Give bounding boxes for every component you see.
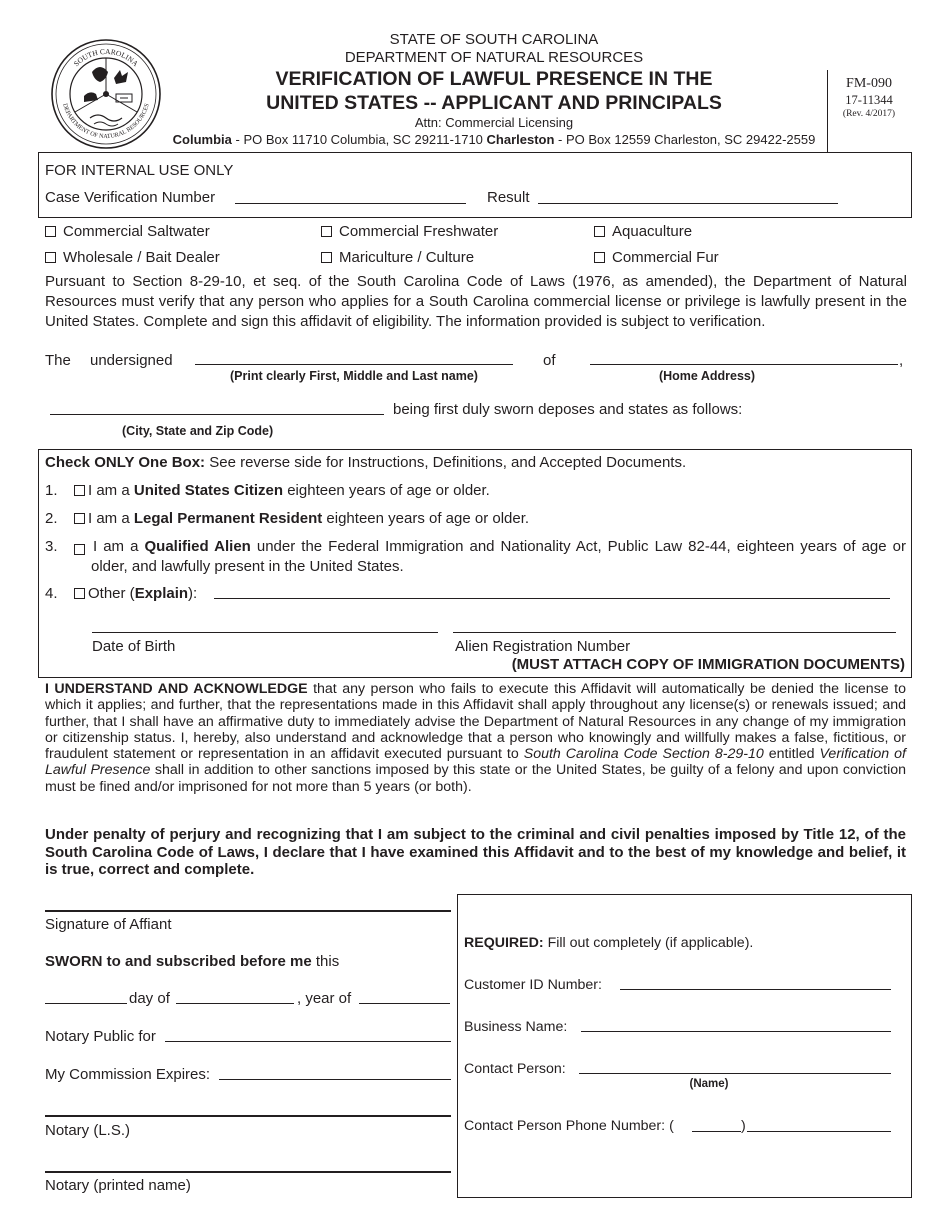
checkbox-wholesale-bait-dealer[interactable]: Wholesale / Bait Dealer — [45, 249, 220, 266]
affiant-signature-field[interactable] — [45, 910, 451, 912]
sworn-day-field[interactable] — [45, 1003, 127, 1004]
required-heading: REQUIRED: Fill out completely (if applicable). — [464, 935, 754, 951]
notary-printed-name-label: Notary (printed name) — [45, 1177, 191, 1194]
address-line: Columbia - PO Box 11710 Columbia, SC 29211-1710 Charleston - PO Box 12559 Charleston, SC 29422-2559 — [172, 132, 816, 147]
option-3-number: 3. — [45, 538, 58, 555]
city-state-zip-field[interactable] — [50, 414, 384, 415]
option-2-number: 2. — [45, 510, 58, 527]
perjury-declaration: Under penalty of perjury and recognizing that I am subject to the criminal and civil penalties imposed by Title 12, of the South Carolina Code of Laws, I declare that I have examined this Affidavit and to the best of my knowledge and belief, it is true, correct and complete. — [45, 826, 906, 878]
city-state-zip-caption: (City, State and Zip Code) — [122, 424, 274, 438]
case-verification-field[interactable] — [235, 203, 466, 204]
notary-printed-name-field[interactable] — [45, 1171, 451, 1173]
notary-seal-field[interactable] — [45, 1115, 451, 1117]
option-qualified-alien-checkbox[interactable] — [74, 541, 85, 559]
phone-close-paren: ) — [741, 1118, 746, 1134]
state-heading: STATE OF SOUTH CAROLINA — [389, 31, 599, 48]
internal-use-heading: FOR INTERNAL USE ONLY — [45, 162, 234, 179]
business-name-field[interactable] — [581, 1031, 891, 1032]
title-line-2: UNITED STATES -- APPLICANT AND PRINCIPALS — [266, 92, 722, 114]
sworn-statement: being first duly sworn deposes and states as follows: — [393, 401, 743, 418]
checkbox-commercial-freshwater[interactable]: Commercial Freshwater — [321, 223, 498, 240]
commission-expires-field[interactable] — [219, 1079, 451, 1080]
seal-icon — [50, 38, 162, 150]
phone-area-code-field[interactable] — [692, 1131, 741, 1132]
date-of-birth-field[interactable] — [92, 632, 438, 633]
option-qualified-alien: I am a Qualified Alien under the Federal Immigration and Nationality Act, Public Law 82-44, eighteen years of age or older, and lawfully present in the United States. — [91, 538, 906, 575]
svg-text:DEPARTMENT OF NATURAL RESOURCE — [61, 102, 151, 140]
the-word: The — [45, 352, 71, 369]
form-id-block — [828, 75, 910, 120]
intro-paragraph: Pursuant to Section 8-29-10, et seq. of the South Carolina Code of Laws (1976, as amended), the Department of Natural Resources must verify that any person who applies for a South Carolina commercial license or privilege is lawfully present in the United States. Complete and sign this affidavit of eligibility. The information provided is subject to verification. — [45, 273, 907, 330]
attn-line: Attn: Commercial Licensing — [414, 115, 574, 130]
date-of-birth-label: Date of Birth — [92, 638, 176, 655]
home-address-caption: (Home Address) — [658, 369, 756, 383]
sworn-subscribed-line: SWORN to and subscribed before me this — [45, 953, 340, 970]
commission-expires-label: My Commission Expires: — [45, 1066, 211, 1083]
department-heading: DEPARTMENT OF NATURAL RESOURCES — [344, 49, 644, 66]
name-field[interactable] — [195, 364, 513, 365]
checkbox-commercial-saltwater[interactable]: Commercial Saltwater — [45, 223, 210, 240]
option-other[interactable]: Other (Explain): — [74, 585, 197, 602]
option-1-number: 1. — [45, 482, 58, 499]
contact-name-caption: (Name) — [689, 1078, 729, 1090]
form-revision: (Rev. 4/2017) — [842, 109, 896, 119]
customer-id-field[interactable] — [620, 989, 891, 990]
seal-text-top: SOUTH CAROLINA — [71, 46, 141, 69]
phone-number-field[interactable] — [747, 1131, 891, 1132]
business-name-label: Business Name: — [464, 1019, 568, 1035]
comma: , — [899, 352, 904, 369]
notary-public-for-label: Notary Public for — [45, 1028, 156, 1045]
notary-public-for-field[interactable] — [165, 1041, 451, 1042]
option-us-citizen[interactable]: I am a United States Citizen eighteen years of age or older. — [74, 482, 490, 499]
result-field[interactable] — [538, 203, 838, 204]
case-verification-label: Case Verification Number — [45, 189, 216, 206]
year-of-label: , year of — [297, 990, 352, 1007]
attach-documents-note: (MUST ATTACH COPY OF IMMIGRATION DOCUMENTS) — [511, 656, 905, 673]
home-address-field[interactable] — [590, 364, 898, 365]
undersigned-word: undersigned — [90, 352, 173, 369]
option-legal-permanent-resident[interactable]: I am a Legal Permanent Resident eighteen years of age or older. — [74, 510, 529, 527]
check-one-heading: Check ONLY One Box: See reverse side for Instructions, Definitions, and Accepted Documents. — [45, 454, 687, 471]
sworn-month-field[interactable] — [176, 1003, 294, 1004]
checkbox-mariculture-culture[interactable]: Mariculture / Culture — [321, 249, 474, 266]
contact-person-label: Contact Person: — [464, 1061, 566, 1077]
dnr-seal — [50, 38, 162, 150]
customer-id-label: Customer ID Number: — [464, 977, 602, 993]
notary-ls-label: Notary (L.S.) — [45, 1122, 131, 1139]
form-number: FM-090 — [846, 76, 892, 91]
contact-person-field[interactable] — [579, 1073, 891, 1074]
result-label: Result — [487, 189, 530, 206]
alien-registration-field[interactable] — [453, 632, 896, 633]
sworn-year-field[interactable] — [359, 1003, 450, 1004]
acknowledge-paragraph: I UNDERSTAND AND ACKNOWLEDGE that any person who fails to execute this Affidavit will automatically be denied the license to which it applies; and further, that the representations made in this Affidavit shall apply throughout any license(s) or renewals issued; and further, that I shall have an affirmative duty to immediately advise the Department of Natural Resources in any change of my immigration or citizenship status. I, hereby, also understand and acknowledge that a person who knowingly and willfully makes a false, fictitious, or fraudulent statement or representation in an affidavit executed pursuant to South Carolina Code Section 8-29-10 entitled Verification of Lawful Presence shall in addition to other sanctions imposed by this state or the United States, be guilty of a felony and upon conviction must be fined and/or imprisoned for not more than 5 years (or both). — [45, 681, 907, 795]
signature-of-affiant-label: Signature of Affiant — [45, 916, 172, 933]
name-caption: (Print clearly First, Middle and Last name) — [230, 369, 478, 383]
form-code: 17-11344 — [845, 93, 893, 107]
contact-phone-label: Contact Person Phone Number: ( — [464, 1118, 674, 1134]
alien-registration-label: Alien Registration Number — [455, 638, 631, 655]
day-of-label: day of — [129, 990, 170, 1007]
checkbox-commercial-fur[interactable]: Commercial Fur — [594, 249, 719, 266]
checkbox-aquaculture[interactable]: Aquaculture — [594, 223, 692, 240]
of-word: of — [543, 352, 556, 369]
other-explain-field[interactable] — [214, 598, 890, 599]
seal-text-bottom: DEPARTMENT OF NATURAL RESOURCES — [61, 102, 151, 141]
option-4-number: 4. — [45, 585, 58, 602]
title-line-1: VERIFICATION OF LAWFUL PRESENCE IN THE — [275, 68, 713, 90]
